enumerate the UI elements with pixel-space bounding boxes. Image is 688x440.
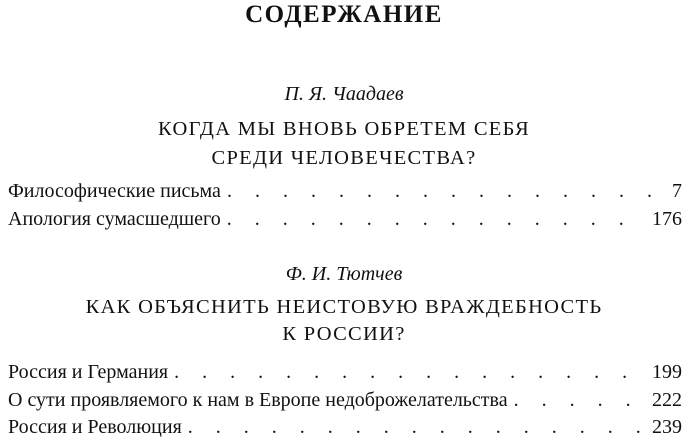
section-author: Ф. И. Тютчев (285, 263, 403, 285)
toc-entry-page: 7 (672, 180, 682, 202)
toc-entry-label: Россия и Революция (8, 416, 182, 438)
toc-leader-dots (188, 414, 646, 440)
toc-leader-dots (174, 359, 646, 385)
toc-entry[interactable] (8, 387, 682, 413)
section-heading-line: СРЕДИ ЧЕЛОВЕЧЕСТВА? (211, 147, 477, 169)
toc-leader-dots (227, 178, 666, 204)
toc-entry-page: 222 (652, 389, 682, 411)
toc-leader-dots (514, 387, 646, 413)
toc-entry[interactable] (8, 206, 682, 232)
toc-entry-page: 239 (652, 416, 682, 438)
section-author: П. Я. Чаадаев (284, 83, 404, 105)
toc-entry-label: Философические письма (8, 180, 221, 202)
toc-entry-label: Апология сумасшедшего (8, 208, 221, 230)
toc-entry-label: О сути проявляемого к нам в Европе недоброжелательства (8, 389, 508, 411)
section-heading-line: КОГДА МЫ ВНОВЬ ОБРЕТЕМ СЕБЯ (158, 118, 530, 140)
toc-entry-label: Россия и Германия (8, 361, 169, 383)
toc-entry-page: 176 (652, 208, 682, 230)
toc-entry[interactable] (8, 414, 682, 440)
toc-entry[interactable] (8, 178, 682, 204)
section-heading-line: К РОССИИ? (282, 323, 406, 345)
page-title: СОДЕРЖАНИЕ (245, 1, 443, 28)
section-heading-line: КАК ОБЪЯСНИТЬ НЕИСТОВУЮ ВРАЖДЕБНОСТЬ (85, 296, 603, 318)
toc-entry-page: 199 (652, 361, 682, 383)
toc-entry[interactable] (8, 359, 682, 385)
toc-leader-dots (227, 206, 646, 232)
